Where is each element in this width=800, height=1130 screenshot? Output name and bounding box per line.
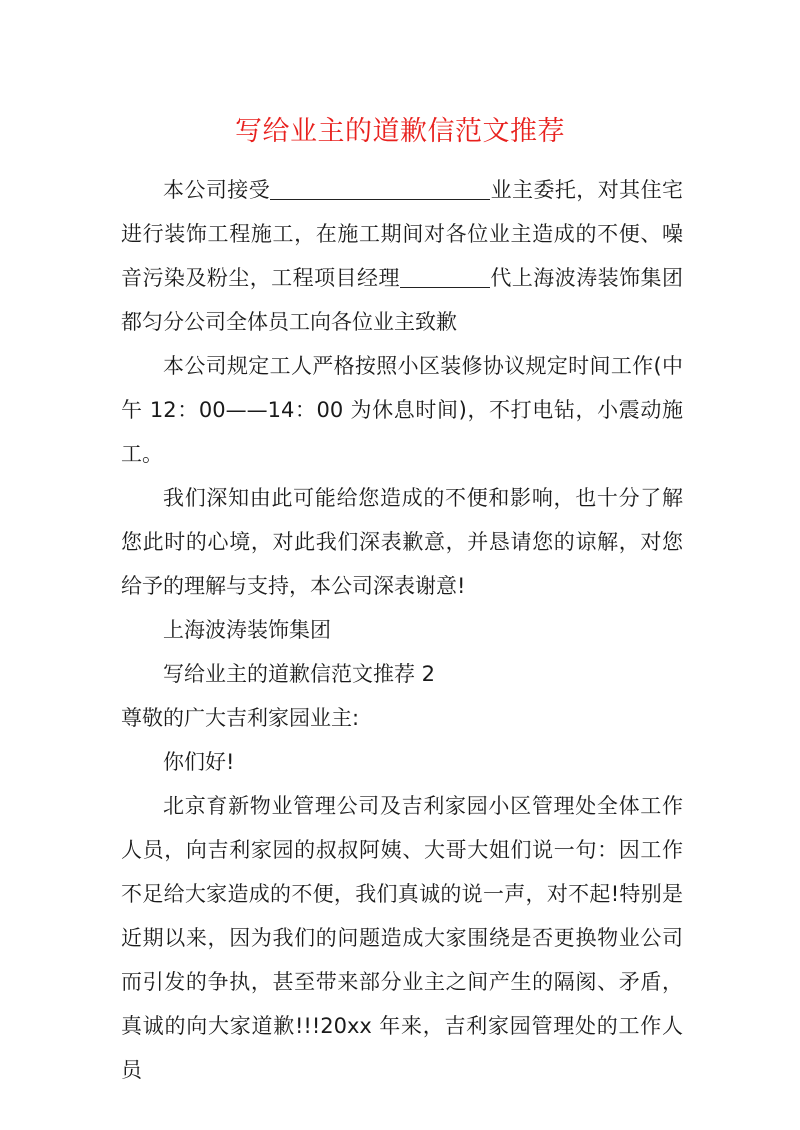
- document-body: [121, 168, 683, 1092]
- letter1-p1-end: 代上海波涛装饰集团都匀分公司全体员工向各位业主致歉: [121, 266, 684, 334]
- manager-name-blank: [400, 265, 490, 288]
- letter1-p1-start: 本公司接受: [163, 178, 271, 202]
- document-title: 写给业主的道歉信范文推荐: [235, 116, 565, 147]
- letter1-signature: 上海波涛装饰集团: [163, 618, 331, 642]
- letter1-paragraph-2: 本公司规定工人严格按照小区装修协议规定时间工作(中午 12：00——14：00 为休息时间)，不打电钻，小震动施工。: [121, 354, 683, 466]
- letter1-paragraph-1: [121, 168, 683, 344]
- client-name-blank: [270, 177, 490, 200]
- letter1-paragraph-3: 我们深知由此可能给您造成的不便和影响，也十分了解您此时的心境，对此我们深表歉意，并恳请您的谅解，对您给予的理解与支持，本公司深表谢意!: [121, 486, 683, 598]
- letter2-salutation: 尊敬的广大吉利家园业主:: [121, 706, 360, 730]
- letter2-greeting: 你们好!: [163, 750, 235, 774]
- letter1-p1-middle: 业主委托，对其住宅进行装饰工程施工，在施工期间对各位业主造成的不便、噪音污染及粉尘，工程项目经理: [121, 178, 684, 290]
- letter2-heading: 写给业主的道歉信范文推荐 2: [163, 662, 436, 686]
- letter2-paragraph-1: 北京育新物业管理公司及吉利家园小区管理处全体工作人员，向吉利家园的叔叔阿姨、大哥大姐们说一句：因工作不足给大家造成的不便，我们真诚的说一声，对不起!特别是近期以来，因为我们的问题造成大家围绕是否更换物业公司而引发的争执，甚至带来部分业主之间产生的隔阂、矛盾，真诚的向大家道歉!!!20xx 年来，吉利家园管理处的工作人员: [121, 794, 683, 1082]
